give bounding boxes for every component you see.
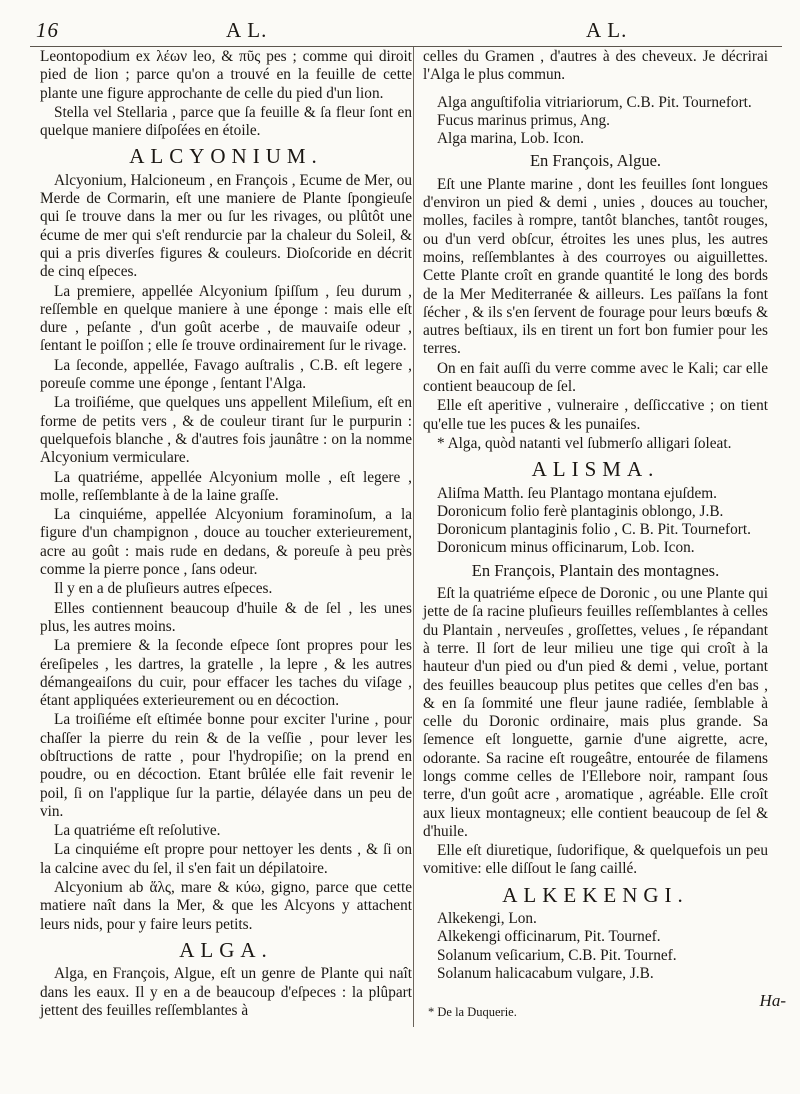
alkekengi-synonym: Alkekengi officinarum, Pit. Tournef. — [437, 928, 661, 946]
alcyonium-paragraph: La quatriéme, appellée Alcyonium molle , eſt legere , molle, reſſemblante à de la laine graſſe. — [40, 468, 412, 504]
right-column — [423, 48, 768, 983]
alisma-paragraph: Elle eſt diuretique, ſudorifique, & quelquefois un peu vomitive: elle diſſout le ſang caillé. — [423, 842, 768, 878]
running-head-right: A L. — [586, 18, 628, 42]
alcyonium-paragraph: La ſeconde, appellée, Favago auſtralis , C.B. eſt legere , poreuſe comme une éponge , ſentant l'Alga. — [40, 356, 412, 393]
alga-synonym: Alga anguſtifolia vitriariorum, C.B. Pit. Tournefort. — [437, 93, 752, 111]
left-column — [40, 48, 412, 1021]
alisma-synonym: Doronicum minus officinarum, Lob. Icon. — [437, 539, 695, 557]
alcyonium-paragraph: La troiſiéme eſt eſtimée bonne pour exciter l'urine , pour chaſſer la pierre du rein & de la veſſie , pour lever les obſtructions de ratte , pour l'hydropiſie; on la prend en poudre, ou en décoction. Etant brûlée elle fait revenir le poil, ſi on l'applique ſur la partie, délayée dans un peu de vin. — [40, 711, 412, 820]
alisma-synonym: Doronicum folio ferè plantaginis oblongo, J.B. — [437, 502, 724, 520]
catchword: Ha- — [759, 991, 786, 1010]
alisma-synonym: Aliſma Matth. ſeu Plantago montana ejuſdem. — [437, 484, 717, 502]
alcyonium-paragraph: La troiſiéme, que quelques uns appellent Mileſium, eſt en forme de petits vers , & de couleur tirant ſur le purpurin : quelquefois blanche , & d'autres fois jaunâtre : on la nomme Alcyonium vermiculare. — [40, 394, 412, 467]
alkekengi-synonym: Alkekengi, Lon. — [437, 910, 537, 928]
alcyonium-paragraph: Alcyonium, Halcioneum , en François , Ecume de Mer, ou Merde de Cormarin, eſt une maniere de Plante ſpongieuſe qui ſe trouve dans la mer ou ſur les rivages, ou plûtôt une écume de mer qui s'eſt rendurcie par la chaleur du Soleil, & qui a pris diverſes figures & couleurs. Dioſcoride en décrit de cinq eſpeces. — [40, 171, 412, 281]
alcyonium-heading: ALCYONIUM. — [129, 144, 323, 169]
alcyonium-paragraph: La quatriéme eſt reſolutive. — [54, 822, 221, 840]
alisma-heading: ALISMA. — [531, 457, 660, 482]
alcyonium-paragraph: La premiere, appellée Alcyonium ſpiſſum , ſeu durum , reſſemble en quelque maniere à une éponge : mais elle eſt dure , peſante , d'un goût acerbe , de mauvaiſe odeur , ſentant le poiſſon ; elle ſe trouve ordinairement ſur le rivage. — [40, 282, 412, 355]
alkekengi-synonym: Solanum veſicarium, C.B. Pit. Tournef. — [437, 946, 677, 964]
alisma-synonym: Doronicum plantaginis folio , C. B. Pit. Tournefort. — [437, 521, 751, 539]
alkekengi-heading: ALKEKENGI. — [502, 882, 689, 907]
leontopodium-entry: Leontopodium ex λέων leo, & πῦς pes ; comme qui diroit pied de lion ; parce qu'on a trouvé en la feuille de cette plante une figure approchante de celle du pied d'un lion. — [40, 48, 412, 102]
alga-synonym: Alga marina, Lob. Icon. — [437, 130, 584, 148]
alga-paragraph: On en fait auſſi du verre comme avec le Kali; car elle contient beaucoup de ſel. — [423, 359, 768, 396]
column-divider — [413, 47, 414, 1027]
page-number: 16 — [36, 18, 59, 42]
alcyonium-paragraph: La cinquiéme, appellée Alcyonium foraminoſum, a la figure d'un champignon , douce au toucher exterieurement, acre au goût : mais rude en dedans, & poreuſe à peu près comme la pierre ponce , ſans odeur. — [40, 506, 412, 579]
alisma-paragraph: Eſt la quatriéme eſpece de Doronic , ou une Plante qui jette de ſa racine pluſieurs feuilles reſſemblantes à celles du Plantain , nerveuſes , groſſettes, velues , ſe répandant à terre. Il ſort de leur milieu une tige qui croît à la hauteur d'un pied ou d'un pied & demi , velue, portant des feuilles beaucoup plus petites que celles d'en bas , & en ſa ſommité une fleur jaune radiée, ſemblable à celle du Doronic ordinaire, mais plus grande. Sa ſemence eſt longuette, garnie d'une aigrette, acre, odorante. Sa racine eſt rougeâtre, entourée de filamens longs comme celles de l'Ellebore noir, rampant ſous terre, d'un goût acre , aromatique , agréable. Elle croît aux lieux montagneux; elle contient beaucoup de ſel & d'huile. — [423, 585, 768, 840]
alcyonium-etymology: Alcyonium ab ἅλς, mare & κύω, gigno, parce que cette matiere naît dans la Mer, & que les Alcyons y attachent leurs nids, pour y faire leurs petits. — [40, 879, 412, 933]
alga-synonym: Fucus marinus primus, Ang. — [437, 111, 610, 129]
alga-continuation: celles du Gramen , d'autres à des cheveux. Je décrirai l'Alga le plus commun. — [423, 48, 768, 84]
alga-intro: Alga, en François, Algue, eſt un genre de Plante qui naît dans les eaux. Il y en a de beaucoup d'eſpeces : la plûpart jettent des feuilles reſſemblantes à — [40, 965, 412, 1019]
alga-paragraph: Eſt une Plante marine , dont les feuilles ſont longues d'environ un pied & demi , unies , douces au toucher, molles, faciles à rompre, tantôt blanches, tantôt rouges, ou d'un verd obſcur, étroites les unes plus, les autres moins, reſſemblantes à des courroyes ou aiguillettes. Cette Plante croît en grande quantité le long des bords de la Mer Mediterranée & ailleurs. Les païſans la font ſécher , & ils s'en ſervent de fourage pour leurs bœufs & autres beſtiaux, ils en tirent un fort bon fumier pour les terres. — [423, 175, 768, 358]
alkekengi-synonym: Solanum halicacabum vulgare, J.B. — [437, 964, 654, 982]
alga-etymology: * Alga, quòd natanti vel ſubmerſo alligari ſoleat. — [437, 434, 732, 452]
running-head-left: A L. — [226, 18, 268, 42]
footnote: * De la Duquerie. — [428, 1005, 517, 1019]
stella-entry: Stella vel Stellaria , parce que ſa feuille & ſa fleur ſont en quelque maniere diſpoſées en étoile. — [40, 103, 412, 140]
alisma-french-name: En François, Plantain des montagnes. — [471, 560, 720, 580]
alcyonium-paragraph: Il y en a de pluſieurs autres eſpeces. — [54, 580, 273, 598]
alcyonium-paragraph: Elles contiennent beaucoup d'huile & de ſel , les unes plus, les autres moins. — [40, 599, 412, 635]
alcyonium-paragraph: La cinquiéme eſt propre pour nettoyer les dents , & ſi on la calcine avec du ſel, il s'en fait un dépilatoire. — [40, 841, 412, 877]
alga-heading: ALGA. — [179, 937, 273, 962]
header-rule — [30, 46, 782, 47]
alga-paragraph: Elle eſt aperitive , vulneraire , deſſiccative ; on tient qu'elle tue les puces & les punaiſes. — [423, 397, 768, 433]
alcyonium-paragraph: La premiere & la ſeconde eſpece ſont propres pour les éreſipeles , les dartres, la gratelle , la lepre , & les autres démangeaiſons du cuir, pour effacer les taches du viſage , étant appliquées exterieurement ou en décoction. — [40, 637, 412, 710]
alga-french-name: En François, Algue. — [529, 151, 662, 171]
